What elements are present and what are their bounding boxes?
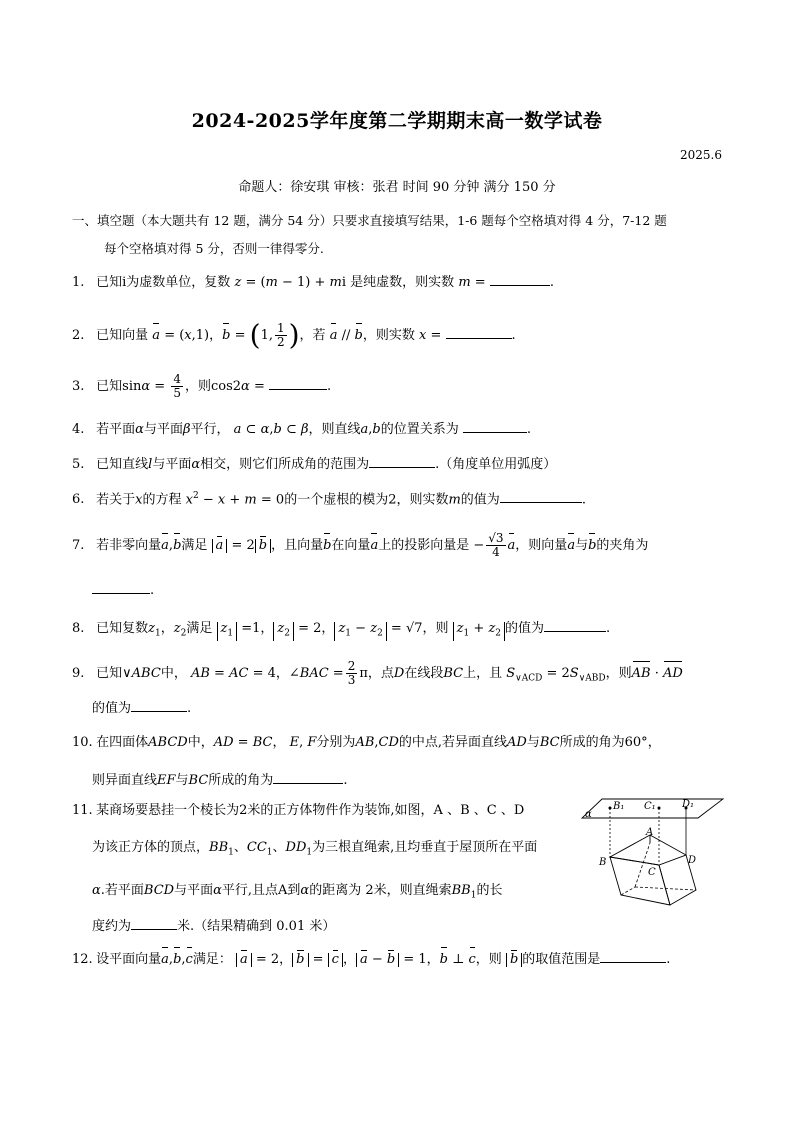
label-D: D <box>688 855 697 866</box>
question-5: 5. 已知直线l与平面α相交，则它们所成角的范围为 .（角度单位用弧度） <box>72 457 557 472</box>
question-2: 2. 已知向量 a = (x,1)，b = (1, $\frac{1}{2}$ )，若 a // b，则实数 x = . <box>72 318 516 352</box>
question-6: 6. 若关于x的方程 $x^2 - x + m = 0$的一个虚根的模为2，则实数m的值为 . <box>72 491 586 508</box>
answer-blank[interactable] <box>544 619 606 632</box>
question-11-line3: α.若平面BCD与平面α平行,且点A到α的距离为 2米，则直绳索$BB_1$的长 <box>92 883 503 901</box>
answer-blank[interactable] <box>490 273 550 286</box>
section-heading-line2: 每个空格填对得 5 分，否则一律得零分. <box>104 241 324 256</box>
question-12: 12. 设平面向量a,b,c满足： a = 2， b = c ， a − b = 1，b ⊥ c，则 b 的取值范围是 . <box>72 950 670 970</box>
question-10: 10. 在四面体ABCD中，AD = BC， E, F分别为AB,CD的中点,若异面直线AD与BC所成的角为60°， <box>72 735 661 750</box>
question-1: 1. 已知i为虚数单位，复数 z = (m − 1) + mi 是纯虚数，则实数 m = . <box>72 275 554 290</box>
exam-byline: 命题人：徐安琪 审核：张君 时间 90 分钟 满分 150 分 <box>238 180 556 195</box>
question-11: 11. 某商场要悬挂一个棱长为2米的正方体物件作为装饰,如图，A 、B 、C 、D <box>72 803 525 818</box>
answer-blank[interactable] <box>269 377 327 390</box>
cube-figure <box>580 795 730 935</box>
section-heading <box>72 207 732 263</box>
question-9-line2: 的值为 . <box>92 701 192 716</box>
question-4: 4. 若平面α与平面β平行， a ⊂ α,b ⊂ β，则直线a,b的位置关系为 . <box>72 422 532 437</box>
label-D1: D₁ <box>682 799 695 810</box>
question-11-line2: 为该正方体的顶点，$BB_1$、$CC_1$、$DD_1$为三根直绳索,且均垂直于屋顶所在平面 <box>92 840 538 858</box>
question-10-line2: 则异面直线EF与BC所成的角为 . <box>92 773 348 788</box>
label-C1: C₁ <box>644 801 656 812</box>
answer-blank[interactable] <box>500 490 582 503</box>
section-heading-line1: 一、填空题（本大题共有 12 题，满分 54 分）只要求直接填写结果，1-6 题每个空格填对得 4 分，7-12 题 <box>72 213 667 228</box>
answer-blank[interactable] <box>273 771 343 784</box>
answer-blank[interactable] <box>446 326 512 339</box>
answer-blank[interactable] <box>369 455 435 468</box>
question-3: 3. 已知sinα = $\frac{4}{5}$ ，则cos2α = . <box>72 372 332 400</box>
question-11-line4: 度约为 米.（结果精确到 0.01 米） <box>92 919 336 934</box>
answer-blank[interactable] <box>131 699 187 712</box>
question-7-line2: . <box>92 581 154 598</box>
page-title: 2024-2025学年度第二学期期末高一数学试卷 <box>191 110 603 132</box>
question-7: 7. 若非零向量a,b满足 a = 2 b ，且向量b在向量a上的投影向量是 − $\frac{√3}{4}$ a，则向量a与b的夹角为 <box>72 531 649 559</box>
answer-blank[interactable] <box>131 917 177 930</box>
label-alpha: α <box>585 809 592 820</box>
answer-blank[interactable] <box>463 420 527 433</box>
label-B: B <box>599 857 607 868</box>
label-A: A <box>646 827 654 838</box>
label-C: C <box>648 867 656 878</box>
exam-date: 2025.6 <box>680 148 722 162</box>
question-9: 9. 已知∨ABC中， AB = AC = 4，∠BAC = $\frac{2}{3}$ π，点D在线段BC上，且 $S_{\vee ACD} = 2S_{\vee ABD}$，则AB · AD <box>72 659 683 687</box>
question-8: 8. 已知复数$z_1$，$z_2$满足 $z_1 =1$， $z_2 = 2$， $z_1 - z_2 = √7$，则 $z_1 + z_2$ 的值为 . <box>72 621 611 639</box>
answer-blank[interactable] <box>92 581 150 594</box>
answer-blank[interactable] <box>600 950 666 963</box>
label-B1: B₁ <box>613 801 625 812</box>
